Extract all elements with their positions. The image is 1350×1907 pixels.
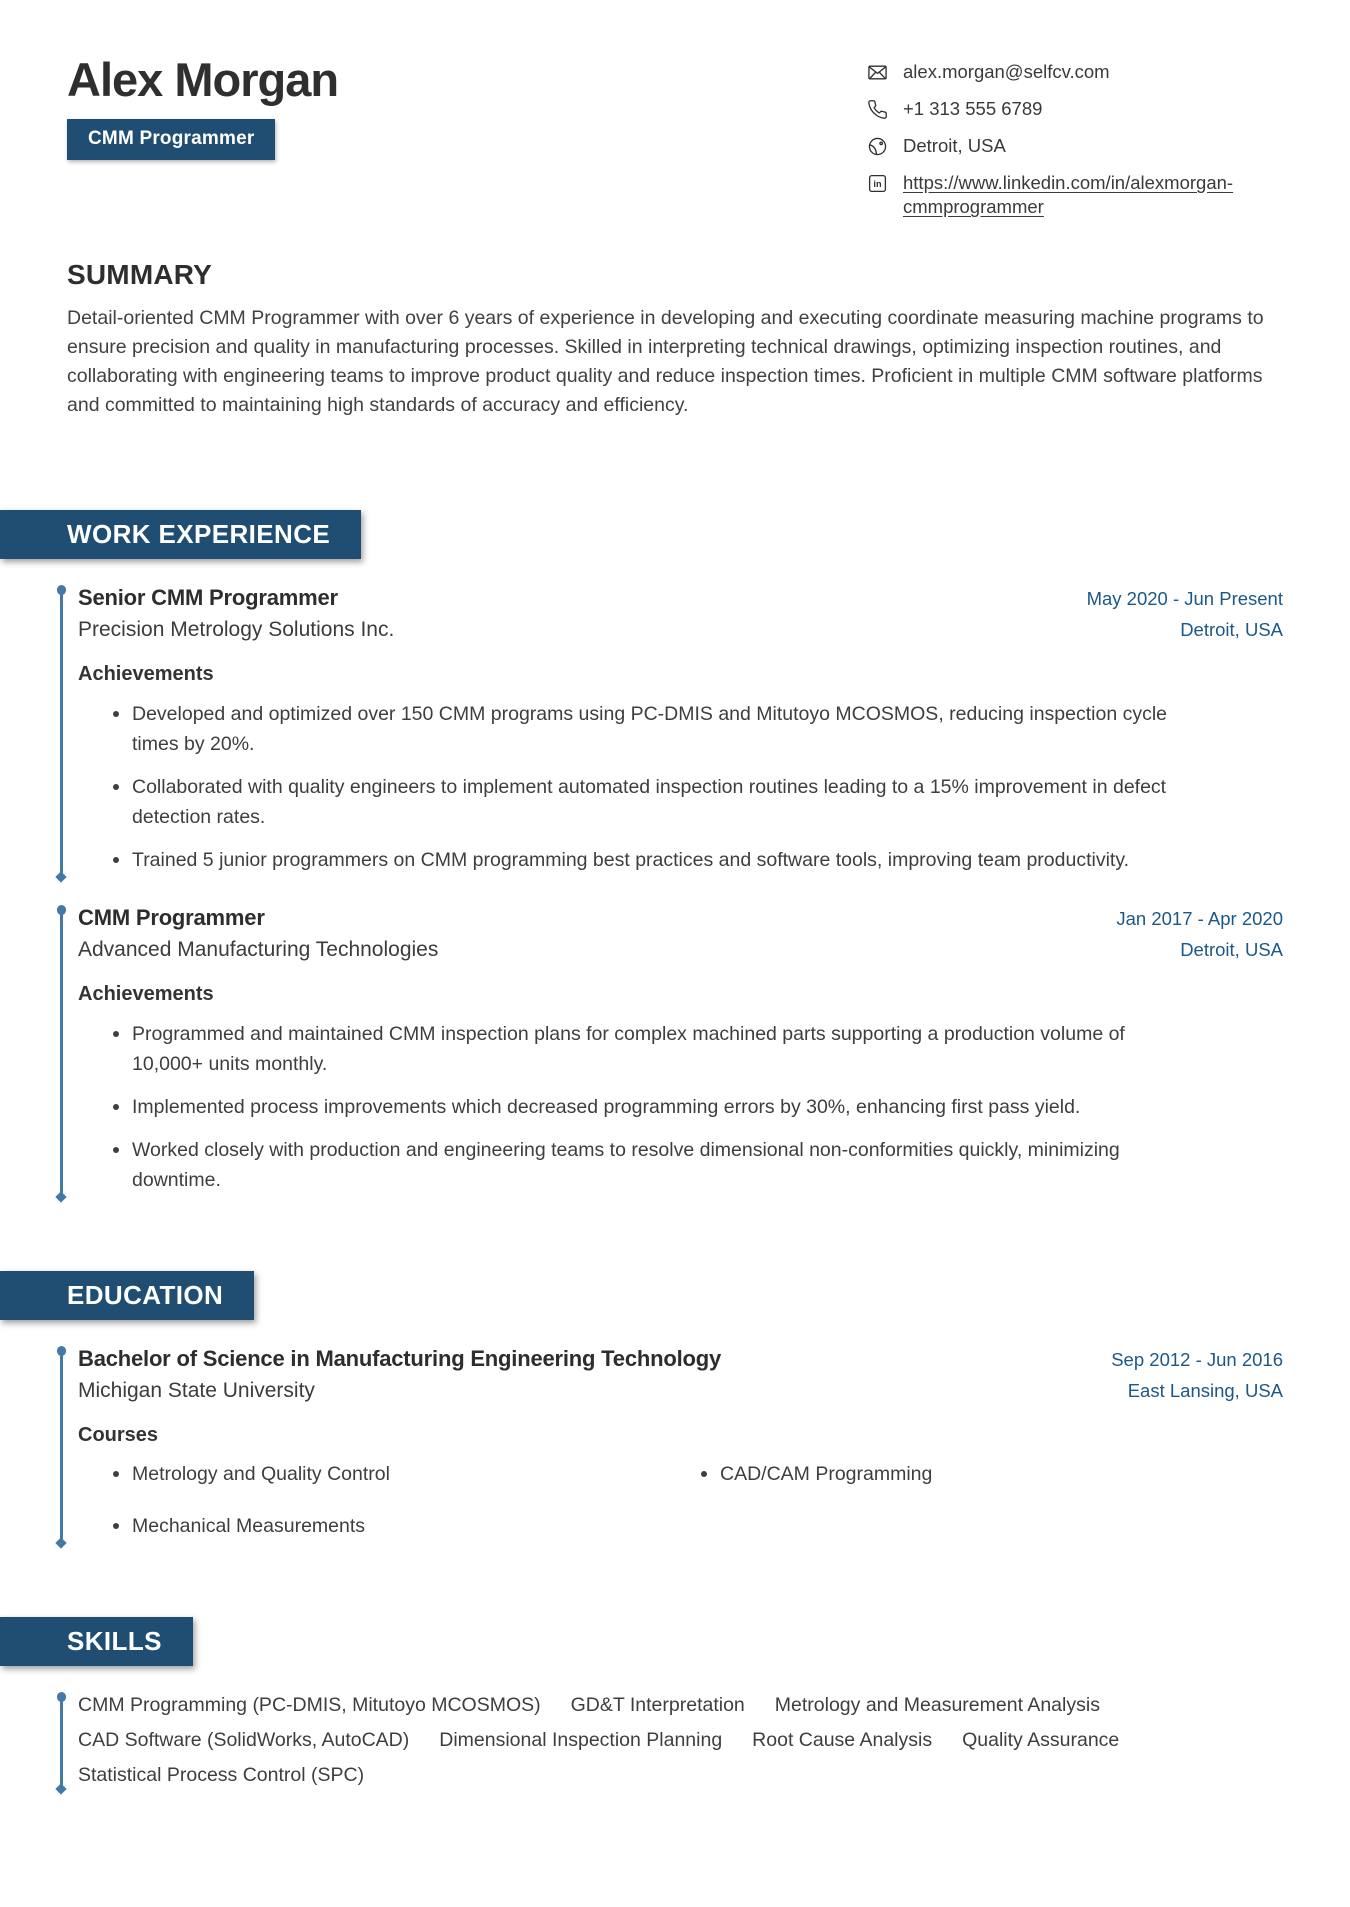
timeline-dot xyxy=(57,1692,67,1702)
school-row xyxy=(78,1379,1283,1403)
contact-block xyxy=(867,60,1283,219)
achievement-item: Collaborated with quality engineers to implement automated inspection routines leading to a 15% improvement in defect detection rates. xyxy=(112,772,1192,832)
skill-item: Quality Assurance xyxy=(962,1729,1120,1751)
achievements-list xyxy=(78,1019,1283,1195)
job-title: Senior CMM Programmer xyxy=(78,585,338,610)
job-location: Detroit, USA xyxy=(1180,939,1283,960)
job-title-row xyxy=(78,585,1283,611)
courses-label: Courses xyxy=(78,1424,159,1446)
contact-phone: +1 313 555 6789 xyxy=(903,98,1043,119)
skill-item: CMM Programming (PC-DMIS, Mitutoyo MCOSMOS) xyxy=(78,1694,541,1716)
degree-title-row xyxy=(78,1346,1283,1372)
section-header-summary: SUMMARY xyxy=(67,259,213,290)
education-entry xyxy=(60,1346,1283,1541)
course-item: Metrology and Quality Control xyxy=(112,1459,700,1489)
job-location: Detroit, USA xyxy=(1180,619,1283,640)
achievements-label: Achievements xyxy=(78,663,214,685)
skill-item: Metrology and Measurement Analysis xyxy=(774,1694,1100,1716)
section-header-education: EDUCATION xyxy=(0,1271,254,1320)
contact-location-row xyxy=(867,134,1283,158)
section-header-skills: SKILLS xyxy=(0,1617,193,1666)
section-header-work-experience: WORK EXPERIENCE xyxy=(0,510,361,559)
achievement-item: Implemented process improvements which decreased programming errors by 30%, enhancing first pass yield. xyxy=(112,1092,1192,1122)
achievement-item: Programmed and maintained CMM inspection plans for complex machined parts supporting a production volume of 10,000+ units monthly. xyxy=(112,1019,1192,1079)
linkedin-icon xyxy=(867,173,888,194)
achievements-label: Achievements xyxy=(78,983,214,1005)
skill-item: CAD Software (SolidWorks, AutoCAD) xyxy=(78,1729,410,1751)
linkedin-link[interactable]: https://www.linkedin.com/in/alexmorgan-cmmprogrammer xyxy=(903,172,1234,217)
contact-linkedin-row xyxy=(867,171,1283,219)
job-company-row xyxy=(78,938,1283,962)
skill-item: Root Cause Analysis xyxy=(752,1729,933,1751)
courses-list xyxy=(78,1459,1283,1541)
contact-location: Detroit, USA xyxy=(903,135,1006,156)
job-title-badge: CMM Programmer xyxy=(67,119,275,160)
email-icon xyxy=(867,62,888,83)
achievements-list xyxy=(78,699,1283,875)
skill-item: Statistical Process Control (SPC) xyxy=(78,1764,365,1786)
job-title: CMM Programmer xyxy=(78,905,265,930)
achievement-item: Worked closely with production and engineering teams to resolve dimensional non-conformities quickly, minimizing downtime. xyxy=(112,1135,1192,1195)
job-company: Precision Metrology Solutions Inc. xyxy=(78,618,395,641)
location-globe-icon xyxy=(867,136,888,157)
job-title-row xyxy=(78,905,1283,931)
header xyxy=(0,0,1350,219)
education-location: East Lansing, USA xyxy=(1127,1380,1283,1401)
degree-title: Bachelor of Science in Manufacturing Engineering Technology xyxy=(78,1346,721,1371)
job-company: Advanced Manufacturing Technologies xyxy=(78,938,439,961)
job-entry xyxy=(60,585,1283,875)
contact-email-row xyxy=(867,60,1283,84)
school-name: Michigan State University xyxy=(78,1379,315,1402)
course-item: Mechanical Measurements xyxy=(112,1511,700,1541)
job-entry xyxy=(60,905,1283,1195)
timeline-dot xyxy=(57,1346,67,1356)
candidate-name: Alex Morgan xyxy=(67,53,339,106)
timeline-dot xyxy=(57,905,67,915)
skills-list xyxy=(78,1692,1283,1787)
achievement-item: Developed and optimized over 150 CMM programs using PC-DMIS and Mitutoyo MCOSMOS, reducing inspection cycle times by 20%. xyxy=(112,699,1192,759)
job-dates: May 2020 - Jun Present xyxy=(1086,588,1283,609)
summary-section xyxy=(0,259,1350,420)
contact-email: alex.morgan@selfcv.com xyxy=(903,61,1110,82)
contact-phone-row xyxy=(867,97,1283,121)
summary-text: Detail-oriented CMM Programmer with over 6 years of experience in developing and executing coordinate measuring machine programs to ensure precision and quality in manufacturing processes. Skilled in interpreting technical drawings, optimizing inspection routines, and collaborating with engineering teams to improve product quality and reduce inspection times. Proficient in multiple CMM software platforms and committed to maintaining high standards of accuracy and efficiency. xyxy=(67,307,1264,416)
skills-entry xyxy=(60,1692,1283,1787)
skill-item: Dimensional Inspection Planning xyxy=(439,1729,723,1751)
job-company-row xyxy=(78,618,1283,642)
achievement-item: Trained 5 junior programmers on CMM programming best practices and software tools, improving team productivity. xyxy=(112,845,1192,875)
phone-icon xyxy=(867,99,888,120)
skill-item: GD&T Interpretation xyxy=(570,1694,745,1716)
svg-text:in: in xyxy=(873,179,882,190)
timeline-dot xyxy=(57,585,67,595)
identity-block xyxy=(67,55,338,160)
education-dates: Sep 2012 - Jun 2016 xyxy=(1111,1349,1283,1370)
job-dates: Jan 2017 - Apr 2020 xyxy=(1116,908,1283,929)
course-item: CAD/CAM Programming xyxy=(700,1459,1283,1489)
